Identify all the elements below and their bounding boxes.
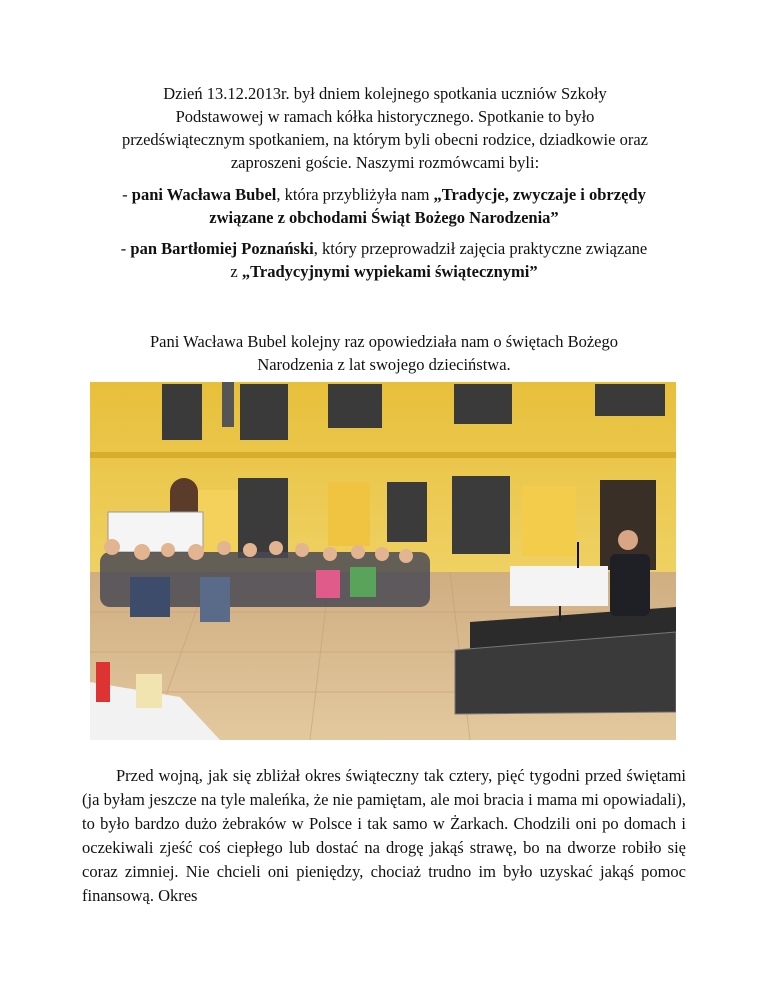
guest-topic: „Tradycje, zwyczaje i obrzędy bbox=[433, 185, 646, 204]
caption-line: Narodzenia z lat swojego dzieciństwa. bbox=[257, 355, 511, 374]
intro-line: zaproszeni goście. Naszymi rozmówcami byli: bbox=[230, 153, 540, 172]
body-text: Przed wojną, jak się zbliżał okres świąteczny tak cztery, pięć tygodni przed świętami (ja byłam jeszcze na tyle maleńka, że nie pamiętam, ale moi bracia i mama mi opowiadali), to było bardzo dużo żebraków w Polsce i tak samo w Żarkach. Chodzili oni po domach i oczekiwali zjeść coś ciepłego lub dostać na drogę jakąś strawę, bo na dworze robiło się coraz zimniej. Nie chcieli oni pieniędzy, chociaż trudno im było uzyskać jakąś pomoc finansową. Okres bbox=[82, 766, 686, 905]
guest-topic: „Tradycyjnymi wypiekami świątecznymi” bbox=[241, 262, 538, 281]
photo-caption bbox=[100, 330, 668, 376]
guest-name: pan Bartłomiej Poznański bbox=[130, 239, 314, 258]
intro-paragraph bbox=[90, 82, 680, 174]
guest-prefix: - bbox=[120, 239, 131, 258]
guest-item-2 bbox=[82, 237, 686, 283]
guest-line-prefix: z bbox=[230, 262, 242, 281]
intro-line: Podstawowej w ramach kółka historycznego. Spotkanie to było bbox=[175, 107, 595, 126]
intro-line: przedświątecznym spotkaniem, na którym byli obecni rodzice, dziadkowie oraz bbox=[122, 130, 648, 149]
guest-name: pani Wacława Bubel bbox=[131, 185, 277, 204]
event-photo bbox=[90, 382, 676, 740]
guest-topic: związane z obchodami Świąt Bożego Narodzenia” bbox=[209, 208, 559, 227]
guest-text: , która przybliżyła nam bbox=[276, 185, 434, 204]
body-paragraph bbox=[82, 764, 686, 908]
guest-item-1 bbox=[82, 183, 686, 229]
event-photo-illustration bbox=[90, 382, 676, 740]
guest-text: , który przeprowadził zajęcia praktyczne związane bbox=[313, 239, 648, 258]
guest-prefix: - bbox=[122, 185, 132, 204]
intro-line: Dzień 13.12.2013r. był dniem kolejnego spotkania uczniów Szkoły bbox=[163, 84, 607, 103]
caption-line: Pani Wacława Bubel kolejny raz opowiedziała nam o świętach Bożego bbox=[149, 332, 618, 351]
